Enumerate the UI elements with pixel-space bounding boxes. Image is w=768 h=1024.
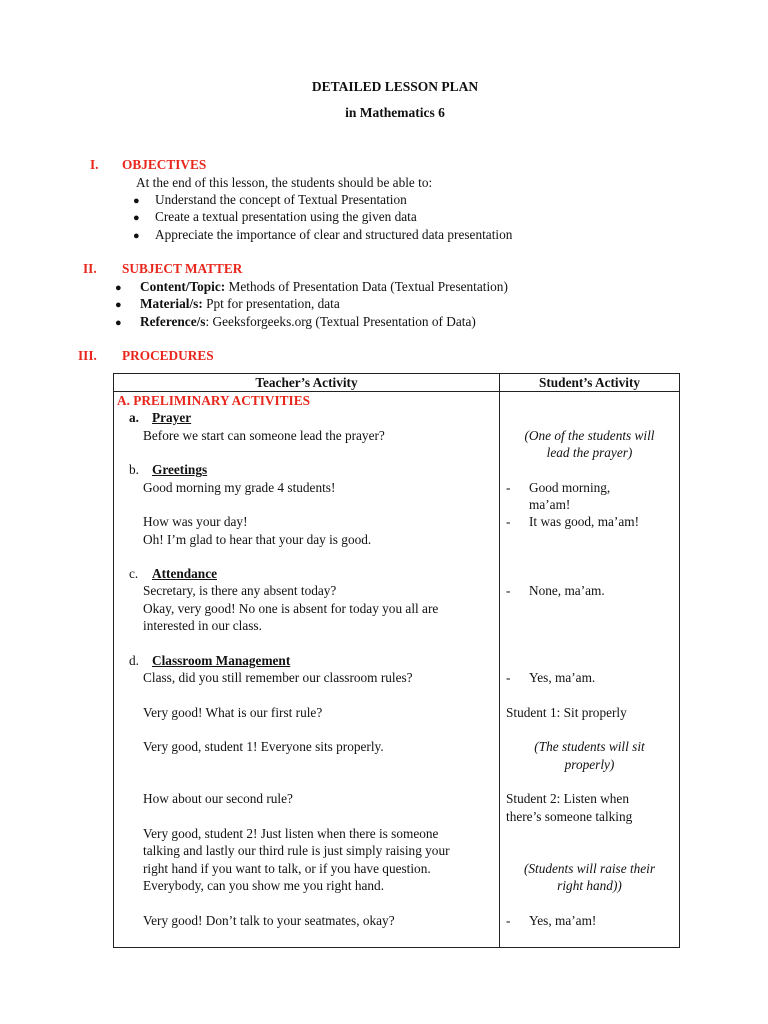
- student-activity-cell: [500, 392, 680, 948]
- subject-matter-numeral: II.: [83, 261, 97, 276]
- prayer-title: Prayer: [152, 410, 192, 426]
- procedures-table: [113, 373, 680, 948]
- classroom-teacher-text: Very good, student 1! Everyone sits properly.: [143, 739, 384, 755]
- lesson-plan-title: DETAILED LESSON PLAN: [311, 79, 479, 94]
- attendance-teacher-text: interested in our class.: [143, 618, 262, 634]
- objective-item: ● Understand the concept of Textual Presentation: [133, 192, 407, 207]
- prayer-marker: a.: [129, 410, 139, 426]
- objective-item: ● Create a textual presentation using the given data: [133, 209, 417, 224]
- table-row: [114, 392, 680, 948]
- bullet-icon: ●: [115, 299, 122, 311]
- bullet-icon: ●: [133, 230, 140, 242]
- lesson-plan-subtitle: in Mathematics 6: [345, 105, 445, 120]
- classroom-student-text: Yes, ma’am!: [529, 913, 597, 929]
- teacher-activity-header: Teacher’s Activity: [114, 374, 500, 392]
- attendance-student-text: None, ma’am.: [529, 583, 605, 599]
- classroom-student-text: Student 2: Listen when: [506, 791, 629, 807]
- greetings-student-text: It was good, ma’am!: [529, 514, 640, 530]
- greetings-student-text: Good morning,: [529, 480, 611, 496]
- classroom-student-text: (The students will sit: [534, 739, 645, 755]
- classroom-student-text: (Students will raise their: [523, 861, 656, 877]
- classroom-student-text: properly): [564, 757, 615, 773]
- greetings-title: Greetings: [152, 462, 208, 478]
- dash-marker: -: [506, 670, 511, 686]
- procedures-numeral: III.: [78, 348, 97, 363]
- dash-marker: -: [506, 480, 511, 496]
- classroom-teacher-text: right hand if you want to talk, or if you have question.: [143, 861, 431, 877]
- classroom-teacher-text: Very good! Don’t talk to your seatmates, okay?: [143, 913, 395, 929]
- greetings-teacher-text: Oh! I’m glad to hear that your day is good.: [143, 532, 372, 548]
- bullet-icon: ●: [115, 282, 122, 294]
- objectives-numeral: I.: [90, 157, 99, 172]
- dash-marker: -: [506, 514, 511, 530]
- subject-matter-item: ● Content/Topic: Methods of Presentation Data (Textual Presentation): [115, 279, 508, 294]
- subject-matter-item: ● Reference/s: Geeksforgeeks.org (Textual Presentation of Data): [115, 314, 476, 329]
- bullet-icon: ●: [133, 195, 140, 207]
- attendance-title: Attendance: [152, 566, 217, 582]
- greetings-marker: b.: [129, 462, 139, 478]
- classroom-title: Classroom Management: [152, 653, 291, 669]
- classroom-teacher-text: Everybody, can you show me you right hand.: [143, 878, 385, 894]
- section-a-heading: A. PRELIMINARY ACTIVITIES: [117, 393, 310, 409]
- classroom-teacher-text: talking and lastly our third rule is just simply raising your: [143, 843, 450, 859]
- prayer-teacher-text: Before we start can someone lead the prayer?: [143, 428, 385, 444]
- classroom-teacher-text: Very good! What is our first rule?: [143, 705, 323, 721]
- classroom-teacher-text: How about our second rule?: [143, 791, 293, 807]
- classroom-student-text: right hand)): [557, 878, 622, 894]
- subject-matter-item: ● Material/s: Ppt for presentation, data: [115, 296, 340, 311]
- dash-marker: -: [506, 583, 511, 599]
- table-header-row: [114, 374, 680, 392]
- classroom-marker: d.: [129, 653, 139, 669]
- classroom-student-text: Student 1: Sit properly: [506, 705, 627, 721]
- classroom-teacher-text: Very good, student 2! Just listen when there is someone: [143, 826, 439, 842]
- greetings-teacher-text: Good morning my grade 4 students!: [143, 480, 336, 496]
- objective-item: ● Appreciate the importance of clear and structured data presentation: [133, 227, 513, 242]
- greetings-teacher-text: How was your day!: [143, 514, 248, 530]
- attendance-teacher-text: Secretary, is there any absent today?: [143, 583, 337, 599]
- classroom-student-text: there’s someone talking: [506, 809, 633, 825]
- classroom-student-text: Yes, ma’am.: [529, 670, 596, 686]
- prayer-student-text: (One of the students will: [524, 428, 655, 444]
- teacher-activity-cell: [114, 392, 500, 948]
- objectives-heading: OBJECTIVES: [122, 157, 207, 172]
- student-activity-header: Student’s Activity: [500, 374, 680, 392]
- prayer-student-text: lead the prayer): [546, 445, 633, 461]
- attendance-marker: c.: [129, 566, 139, 582]
- procedures-heading: PROCEDURES: [122, 348, 214, 363]
- objectives-intro: At the end of this lesson, the students should be able to:: [136, 175, 433, 190]
- subject-matter-heading: SUBJECT MATTER: [122, 261, 243, 276]
- dash-marker: -: [506, 913, 511, 929]
- bullet-icon: ●: [133, 212, 140, 224]
- attendance-teacher-text: Okay, very good! No one is absent for today you all are: [143, 601, 439, 617]
- greetings-student-text: ma’am!: [529, 497, 571, 513]
- bullet-icon: ●: [115, 317, 122, 329]
- classroom-teacher-text: Class, did you still remember our classroom rules?: [143, 670, 413, 686]
